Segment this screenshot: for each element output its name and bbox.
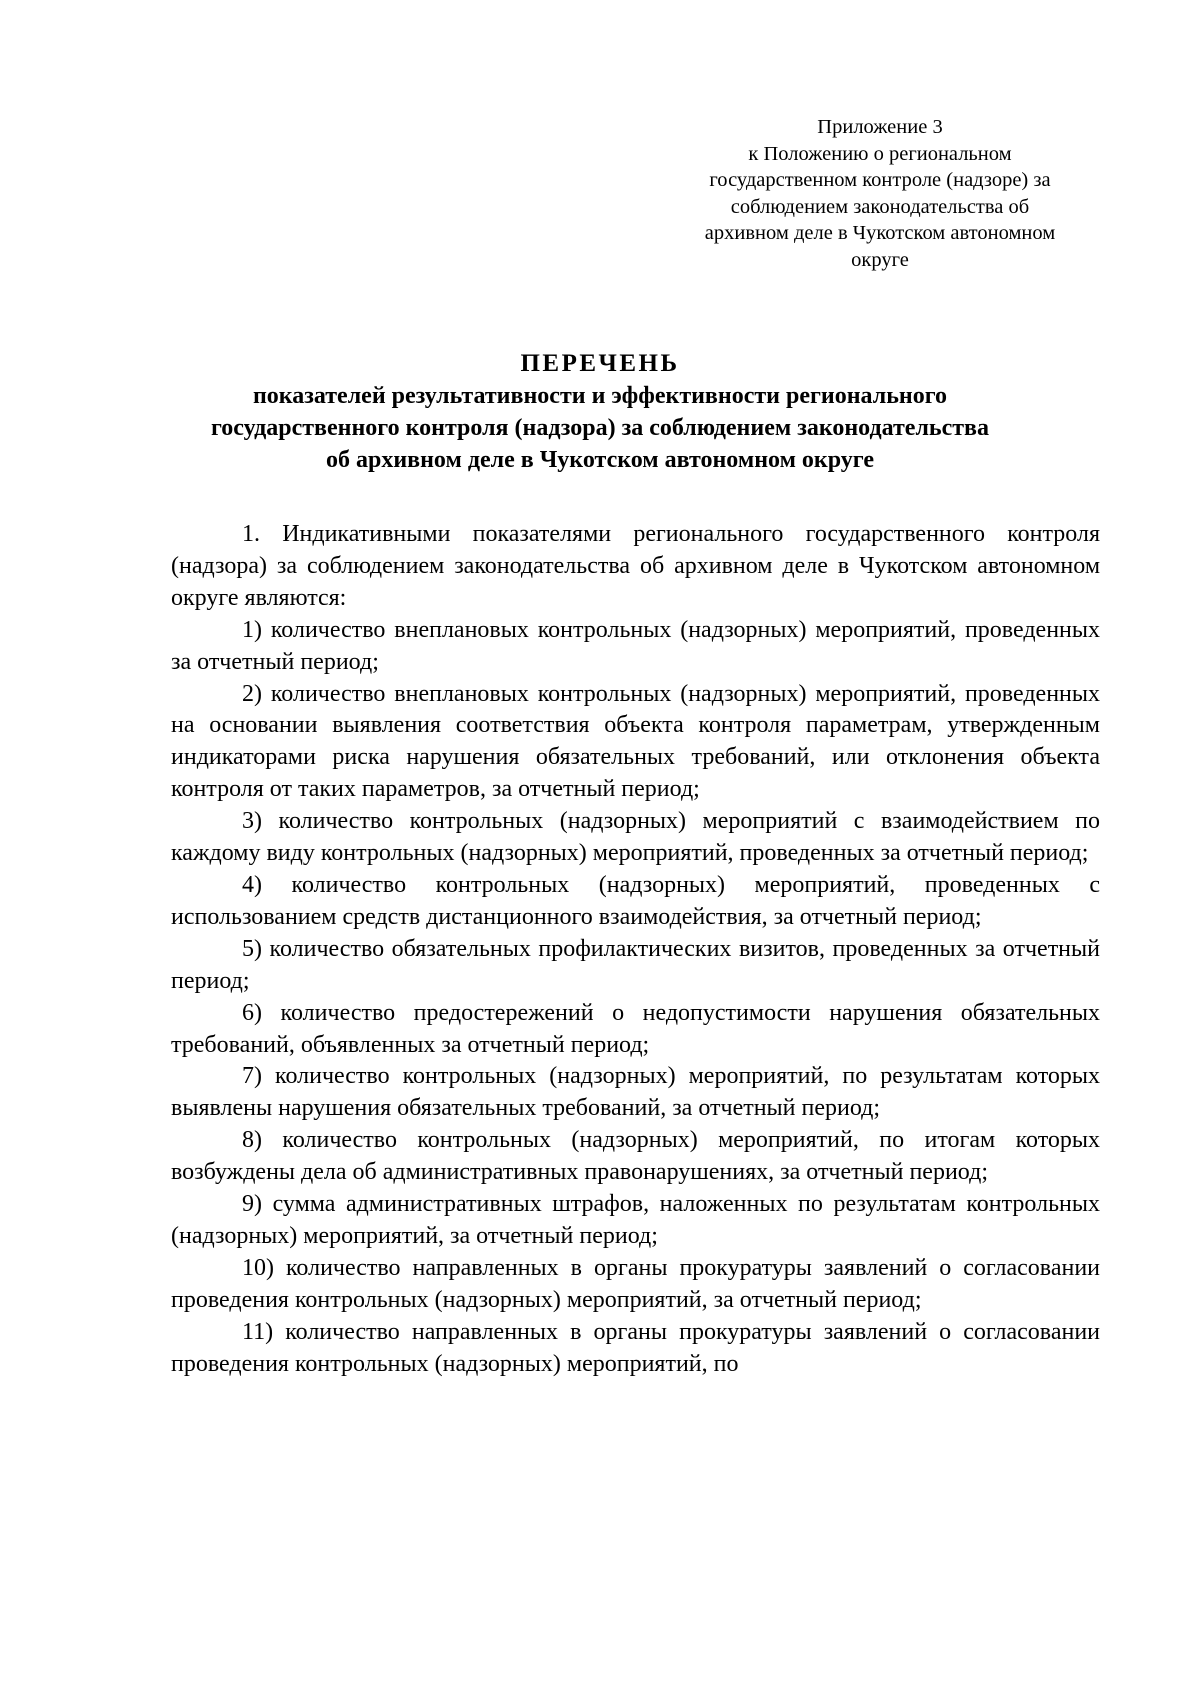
list-item: 2) количество внеплановых контрольных (надзорных) мероприятий, проведенных на основании выявления соответствия объекта контроля параметрам, утвержденным индикаторами риска нарушения обязательных требований, или отклонения объекта контроля от таких параметров, за отчетный период; xyxy=(171,680,1100,803)
list-item: 6) количество предостережений о недопустимости нарушения обязательных требований, объявленных за отчетный период; xyxy=(171,999,1100,1058)
title-subtitle-line: государственного контроля (надзора) за соблюдением законодательства xyxy=(210,415,990,441)
title-subtitle-line: об архивном деле в Чукотском автономном округе xyxy=(325,447,875,473)
annex-line: округе xyxy=(851,248,909,271)
list-item: 10) количество направленных в органы прокуратуры заявлений о согласовании проведения контрольных (надзорных) мероприятий, за отчетный период; xyxy=(171,1254,1100,1313)
list-item: 9) сумма административных штрафов, наложенных по результатам контрольных (надзорных) мероприятий, за отчетный период; xyxy=(171,1191,1100,1249)
list-item: 1) количество внеплановых контрольных (надзорных) мероприятий, проведенных за отчетный период; xyxy=(171,616,1100,675)
body-paragraph: 1. Индикативными показателями регионального государственного контроля (надзора) за соблюдением законодательства об архивном деле в Чукотском автономном округе являются: xyxy=(171,521,1100,611)
list-item: 4) количество контрольных (надзорных) мероприятий, проведенных с использованием средств дистанционного взаимодействия, за отчетный период; xyxy=(171,871,1100,930)
title-subtitle-line: показателей результативности и эффективности регионального xyxy=(252,383,948,409)
annex-line: архивном деле в Чукотском автономном xyxy=(704,222,1056,245)
document-title xyxy=(120,348,1080,476)
annex-line: Приложение 3 xyxy=(817,116,943,138)
annex-line: соблюдением законодательства об xyxy=(730,195,1030,218)
list-item: 7) количество контрольных (надзорных) мероприятий, по результатам которых выявлены нарушения обязательных требований, за отчетный период; xyxy=(171,1063,1100,1122)
list-item: 5) количество обязательных профилактических визитов, проведенных за отчетный период; xyxy=(171,935,1100,994)
list-item: 3) количество контрольных (надзорных) мероприятий с взаимодействием по каждому виду контрольных (надзорных) мероприятий, проведенных за отчетный период; xyxy=(171,808,1100,867)
title-main: ПЕРЕЧЕНЬ xyxy=(520,350,680,377)
list-item: 8) количество контрольных (надзорных) мероприятий, по итогам которых возбуждены дела об административных правонарушениях, за отчетный период; xyxy=(171,1127,1100,1186)
list-item: 11) количество направленных в органы прокуратуры заявлений о согласовании проведения контрольных (надзорных) мероприятий, по xyxy=(171,1318,1100,1377)
annex-header xyxy=(665,114,1095,274)
document-body xyxy=(171,519,1100,1380)
annex-line: к Положению о региональном xyxy=(748,142,1012,165)
annex-line: государственном контроле (надзоре) за xyxy=(709,169,1051,192)
